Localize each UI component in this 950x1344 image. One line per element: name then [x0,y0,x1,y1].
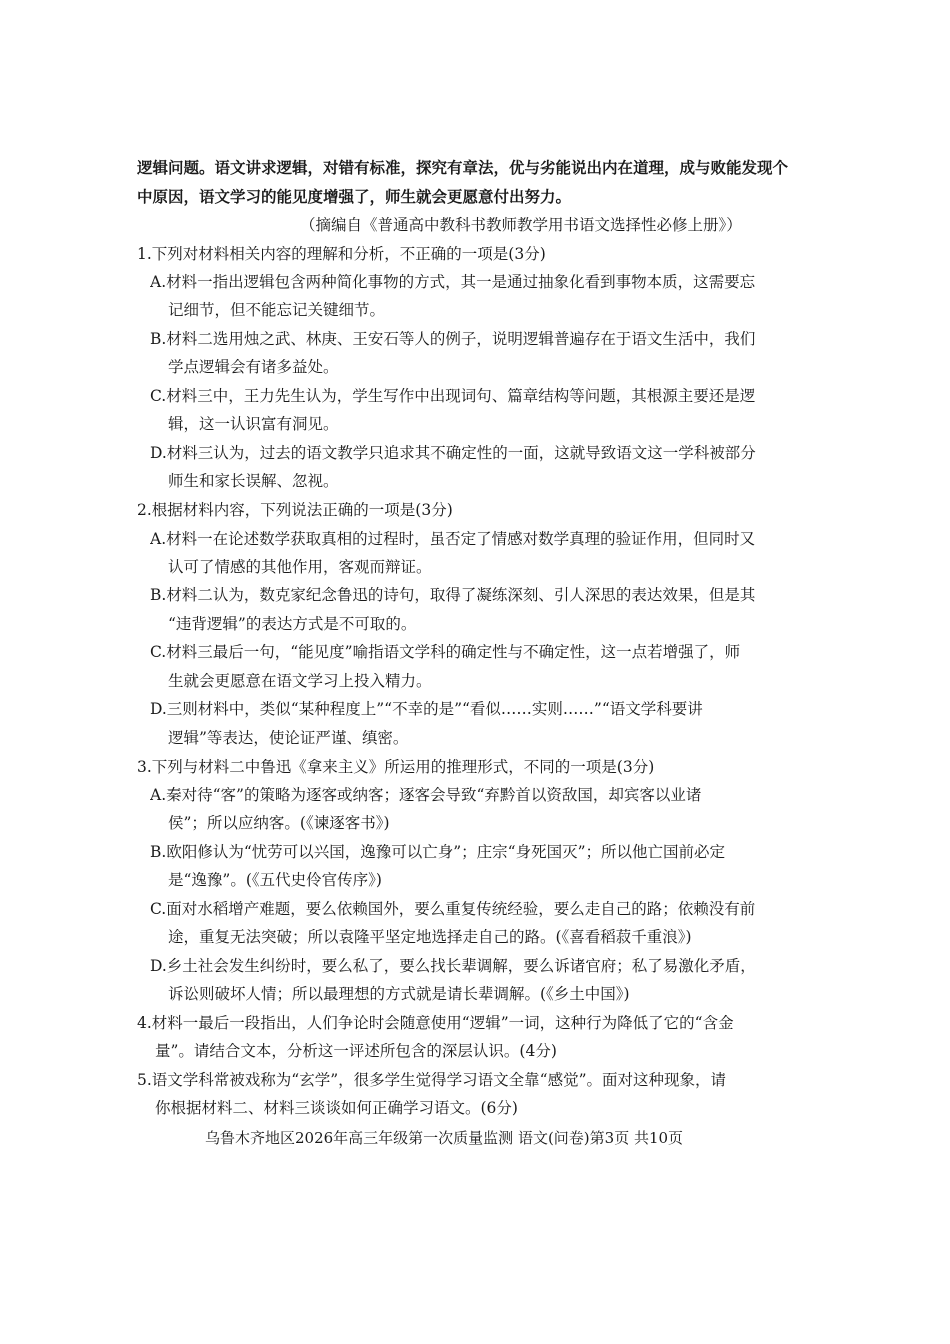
question-2-stem: 2.根据材料内容，下列说法正确的一项是(3分) [137,501,453,519]
intro-line-2: 中原因，语文学习的能见度增强了，师生就会更愿意付出努力。 [137,187,572,206]
q1-option-d: D.材料三认为，过去的语文教学只追求其不确定性的一面，这就导致语文这一学科被部分 [150,444,756,462]
q3-option-d-cont: 诉讼则破坏人情；所以最理想的方式就是请长辈调解。(《乡土中国》) [168,985,630,1003]
q2-option-d-cont: 逻辑”等表达，使论证严谨、缜密。 [168,729,409,747]
q2-option-a: A.材料一在论述数学获取真相的过程时，虽否定了情感对数学真理的验证作用，但同时又 [150,530,756,548]
q3-option-b-cont: 是“逸豫”。(《五代史伶官传序》) [168,871,382,889]
q2-option-b: B.材料二认为，数克家纪念鲁迅的诗句，取得了凝练深刻、引人深思的表达效果，但是其 [150,586,756,604]
q2-option-d: D.三则材料中，类似“某种程度上”“不幸的是”“看似……实则……”“语文学科要讲 [150,700,703,718]
q1-option-c-cont: 辑，这一认识富有洞见。 [168,415,339,433]
source-citation: （摘编自《普通高中教科书教师教学用书语文选择性必修上册》） [300,216,742,234]
intro-line-1: 逻辑问题。语文讲求逻辑，对错有标准，探究有章法，优与劣能说出内在道理，成与败能发现个 [137,158,789,177]
q1-option-c: C.材料三中，王力先生认为，学生写作中出现词句、篇章结构等问题，其根源主要还是逻 [150,387,756,405]
question-1-stem: 1.下列对材料相关内容的理解和分析，不正确的一项是(3分) [137,245,546,263]
question-4-stem: 4.材料一最后一段指出，人们争论时会随意使用“逻辑”一词，这种行为降低了它的“含金 [137,1014,734,1032]
q3-option-b: B.欧阳修认为“忧劳可以兴国，逸豫可以亡身”；庄宗“身死国灭”；所以他亡国前必定 [150,843,726,861]
q3-option-c-cont: 途，重复无法突破；所以袁隆平坚定地选择走自己的路。(《喜看稻菽千重浪》) [168,928,692,946]
q2-option-c-cont: 生就会更愿意在语文学习上投入精力。 [168,672,432,690]
q2-option-b-cont: “违背逻辑”的表达方式是不可取的。 [168,615,417,633]
question-4-stem-cont: 量”。请结合文本，分析这一评述所包含的深层认识。(4分) [155,1042,557,1060]
q2-option-a-cont: 认可了情感的其他作用，客观而辩证。 [168,558,432,576]
question-5-stem-cont: 你根据材料二、材料三谈谈如何正确学习语文。(6分) [155,1099,518,1117]
page-footer: 乌鲁木齐地区2026年高三年级第一次质量监测 语文(问卷)第3页 共10页 [205,1129,684,1147]
q3-option-c: C.面对水稻增产难题，要么依赖国外，要么重复传统经验，要么走自己的路；依赖没有前 [150,900,756,918]
q1-option-a-cont: 记细节，但不能忘记关键细节。 [168,301,386,319]
q3-option-a-cont: 侯”；所以应纳客。(《谏逐客书》) [168,814,390,832]
q3-option-d: D.乡土社会发生纠纷时，要么私了，要么找长辈调解，要么诉诸官府；私了易激化矛盾， [150,957,756,975]
q1-option-b: B.材料二选用烛之武、林庚、王安石等人的例子，说明逻辑普遍存在于语文生活中，我们 [150,330,756,348]
q1-option-b-cont: 学点逻辑会有诸多益处。 [168,358,339,376]
q1-option-a: A.材料一指出逻辑包含两种简化事物的方式，其一是通过抽象化看到事物本质，这需要忘 [150,273,756,291]
q2-option-c: C.材料三最后一句，“能见度”喻指语文学科的确定性与不确定性，这一点若增强了，师 [150,643,741,661]
q1-option-d-cont: 师生和家长误解、忽视。 [168,472,339,490]
question-3-stem: 3.下列与材料二中鲁迅《拿来主义》所运用的推理形式，不同的一项是(3分) [137,758,655,776]
question-5-stem: 5.语文学科常被戏称为“玄学”，很多学生觉得学习语文全靠“感觉”。面对这种现象，请 [137,1071,726,1089]
q3-option-a: A.秦对待“客”的策略为逐客或纳客；逐客会导致“弃黔首以资敌国，却宾客以业诸 [150,786,702,804]
